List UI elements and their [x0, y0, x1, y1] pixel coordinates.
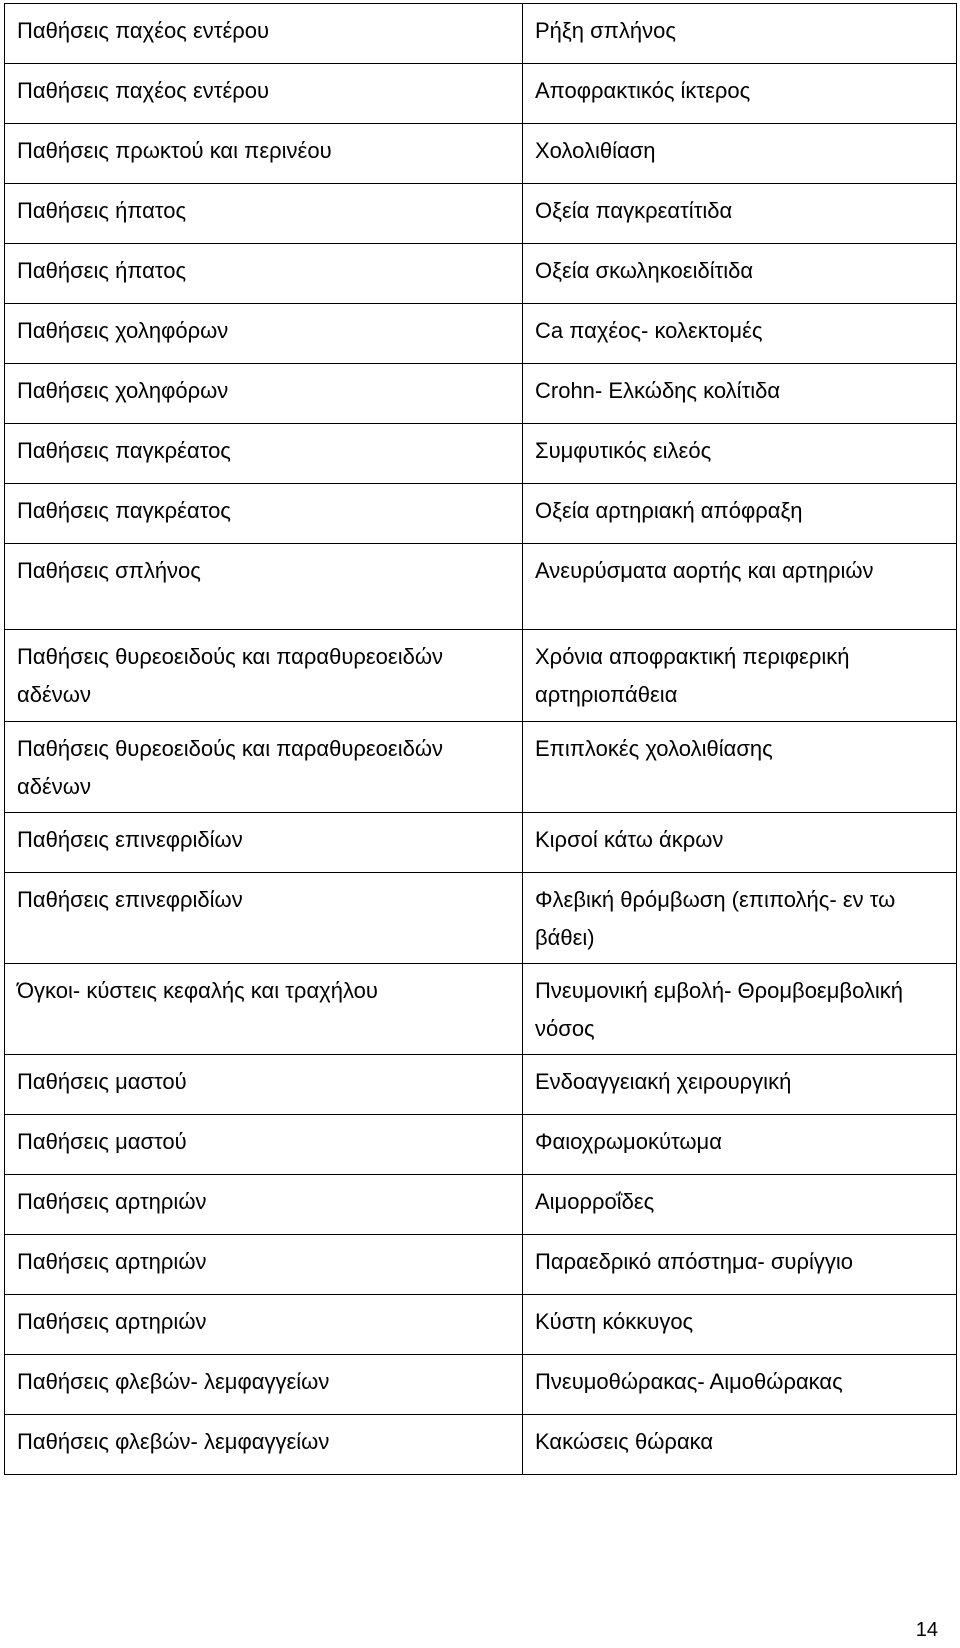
table-cell-right: Παραεδρικό απόστημα- συρίγγιο [523, 1235, 957, 1295]
page-number: 14 [915, 1619, 938, 1641]
table-cell-right: Χολολιθίαση [523, 124, 957, 184]
table-row [5, 1055, 957, 1115]
table-cell-left: Παθήσεις πρωκτού και περινέου [5, 124, 523, 184]
topics-table-body [5, 4, 957, 1475]
table-row [5, 813, 957, 873]
table-cell-left: Παθήσεις παχέος εντέρου [5, 4, 523, 64]
table-cell-left: Όγκοι- κύστεις κεφαλής και τραχήλου [5, 964, 523, 1055]
table-cell-left: Παθήσεις ήπατος [5, 184, 523, 244]
table-row [5, 1115, 957, 1175]
table-cell-right: Αιμορροΐδες [523, 1175, 957, 1235]
table-cell-right: Οξεία αρτηριακή απόφραξη [523, 484, 957, 544]
table-cell-left: Παθήσεις μαστού [5, 1115, 523, 1175]
table-cell-left: Παθήσεις παγκρέατος [5, 424, 523, 484]
table-cell-right: Επιπλοκές χολολιθίασης [523, 722, 957, 813]
table-cell-left: Παθήσεις σπλήνος [5, 544, 523, 630]
topics-table [4, 3, 957, 1475]
table-row [5, 1355, 957, 1415]
table-cell-left: Παθήσεις επινεφριδίων [5, 813, 523, 873]
table-row [5, 544, 957, 630]
table-row [5, 1235, 957, 1295]
table-cell-left: Παθήσεις παγκρέατος [5, 484, 523, 544]
table-cell-right: Φλεβική θρόμβωση (επιπολής- εν τω βάθει) [523, 873, 957, 964]
table-row [5, 304, 957, 364]
table-row [5, 722, 957, 813]
table-row [5, 184, 957, 244]
table-cell-left: Παθήσεις θυρεοειδούς και παραθυρεοειδών αδένων [5, 630, 523, 722]
table-cell-left: Παθήσεις αρτηριών [5, 1175, 523, 1235]
table-cell-right: Ρήξη σπλήνος [523, 4, 957, 64]
table-row [5, 244, 957, 304]
table-row [5, 630, 957, 722]
table-row [5, 4, 957, 64]
table-cell-left: Παθήσεις χοληφόρων [5, 304, 523, 364]
table-cell-left: Παθήσεις χοληφόρων [5, 364, 523, 424]
table-cell-right: Συμφυτικός ειλεός [523, 424, 957, 484]
table-row [5, 124, 957, 184]
table-row [5, 1415, 957, 1475]
table-cell-right: Ενδοαγγειακή χειρουργική [523, 1055, 957, 1115]
table-row [5, 1175, 957, 1235]
table-cell-left: Παθήσεις παχέος εντέρου [5, 64, 523, 124]
table-cell-left: Παθήσεις ήπατος [5, 244, 523, 304]
table-cell-right: Πνευμοθώρακας- Αιμοθώρακας [523, 1355, 957, 1415]
table-cell-right: Φαιοχρωμοκύτωμα [523, 1115, 957, 1175]
table-cell-right: Κακώσεις θώρακα [523, 1415, 957, 1475]
table-cell-left: Παθήσεις αρτηριών [5, 1235, 523, 1295]
table-cell-right: Οξεία παγκρεατίτιδα [523, 184, 957, 244]
table-cell-right: Κιρσοί κάτω άκρων [523, 813, 957, 873]
table-cell-left: Παθήσεις αρτηριών [5, 1295, 523, 1355]
table-cell-left: Παθήσεις θυρεοειδούς και παραθυρεοειδών αδένων [5, 722, 523, 813]
table-cell-right: Ανευρύσματα αορτής και αρτηριών [523, 544, 957, 630]
table-cell-right: Οξεία σκωληκοειδίτιδα [523, 244, 957, 304]
table-row [5, 1295, 957, 1355]
table-row [5, 364, 957, 424]
table-row [5, 64, 957, 124]
table-cell-right: Χρόνια αποφρακτική περιφερική αρτηριοπάθεια [523, 630, 957, 722]
table-cell-left: Παθήσεις φλεβών- λεμφαγγείων [5, 1415, 523, 1475]
table-row [5, 484, 957, 544]
table-cell-left: Παθήσεις μαστού [5, 1055, 523, 1115]
table-cell-right: Αποφρακτικός ίκτερος [523, 64, 957, 124]
table-row [5, 964, 957, 1055]
table-cell-right: Crohn- Ελκώδης κολίτιδα [523, 364, 957, 424]
table-cell-right: Ca παχέος- κολεκτομές [523, 304, 957, 364]
table-row [5, 424, 957, 484]
table-cell-right: Πνευμονική εμβολή- Θρομβοεμβολική νόσος [523, 964, 957, 1055]
table-cell-left: Παθήσεις φλεβών- λεμφαγγείων [5, 1355, 523, 1415]
table-cell-right: Κύστη κόκκυγος [523, 1295, 957, 1355]
table-cell-left: Παθήσεις επινεφριδίων [5, 873, 523, 964]
table-row [5, 873, 957, 964]
